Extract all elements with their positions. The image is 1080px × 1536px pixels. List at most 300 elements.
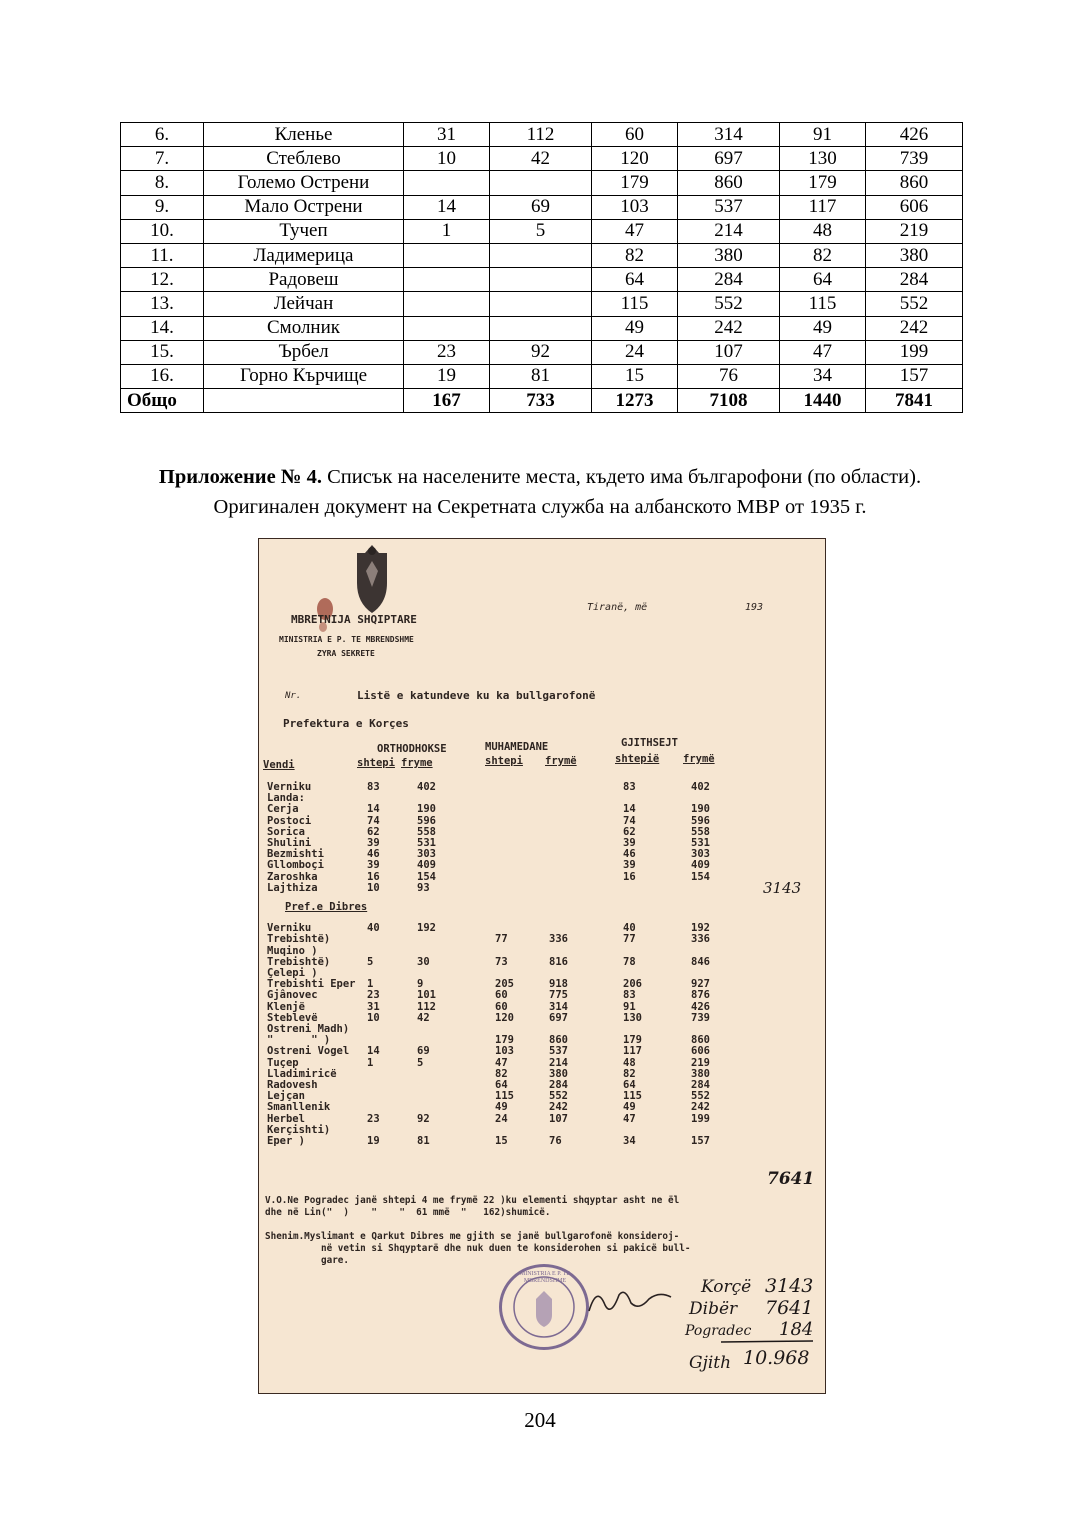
table-cell-e: 1440 [780, 389, 866, 413]
doc-row-value: 73 [495, 955, 508, 968]
table-cell-f: 552 [866, 292, 963, 316]
doc-row-place: Klenjë [267, 1000, 305, 1013]
doc-row-value: 47 [623, 1112, 636, 1125]
table-cell-e: 47 [780, 340, 866, 364]
table-cell-d: 860 [678, 171, 780, 195]
doc-row-place: Pref.e Dibres [285, 901, 368, 913]
doc-row-value: 46 [623, 848, 636, 861]
table-cell-a [404, 243, 490, 267]
col-head-houses-1: shtepi [357, 757, 395, 769]
shenim-line-1: Shenim.Myslimant e Qarkut Dibres me gjith se janë bullgarofonë konsideroj- [265, 1231, 680, 1242]
doc-row-value: 74 [367, 814, 380, 827]
hand-label-korce: Korçë [701, 1277, 752, 1297]
table-cell-f: 739 [866, 147, 963, 171]
doc-row-place: Herbel [267, 1112, 305, 1125]
doc-row-value: 39 [367, 859, 380, 872]
col-group-orthodox: ORTHODHOKSE [377, 743, 447, 755]
table-cell-name: Лейчан [204, 292, 404, 316]
hand-label-diber: Dibër [689, 1299, 738, 1319]
doc-row-value: 596 [417, 814, 436, 827]
doc-row-value: 154 [417, 870, 436, 883]
table-cell-f: 7841 [866, 389, 963, 413]
doc-row-place: Tuçep [267, 1056, 299, 1069]
prefecture-korce: Prefektura e Korçes [283, 717, 409, 730]
doc-row-value: 876 [691, 989, 710, 1002]
table-row [121, 340, 963, 364]
doc-row-value: 179 [495, 1034, 514, 1047]
doc-row-place: Smanllenik [267, 1101, 331, 1114]
table-cell-b: 81 [490, 364, 592, 388]
table-cell-d: 107 [678, 340, 780, 364]
doc-row-value: 860 [691, 1034, 710, 1047]
office-name: ZYRA SEKRETE [317, 649, 375, 658]
doc-row-value: 552 [691, 1090, 710, 1103]
doc-row-value: 918 [549, 978, 568, 991]
table-cell-a [404, 268, 490, 292]
doc-row-value: 23 [367, 1112, 380, 1125]
doc-row-value: 157 [691, 1135, 710, 1147]
note-line-1: V.O.Ne Pogradec janë shtepi 4 me frymë 22 )ku elementi shqyptar asht ne ël [265, 1195, 680, 1206]
doc-row-value: 82 [623, 1067, 636, 1080]
doc-row-value: 927 [691, 978, 710, 991]
coat-of-arms-icon [347, 543, 397, 615]
doc-row-value: 91 [623, 1000, 636, 1013]
table-cell-c: 24 [592, 340, 678, 364]
doc-row-value: 60 [495, 1000, 508, 1013]
doc-row-value: 40 [367, 922, 380, 935]
doc-row-place: Trebishtë) [267, 955, 331, 968]
doc-row-value: 103 [495, 1045, 514, 1058]
doc-row-value: 380 [549, 1067, 568, 1080]
doc-row-value: 112 [417, 1000, 436, 1013]
doc-row-place: Ostreni Vogel [267, 1045, 350, 1058]
doc-row-value: 47 [495, 1056, 508, 1069]
table-cell-a: 31 [404, 123, 490, 147]
doc-row-place: Bezmishti [267, 848, 324, 861]
table-cell-c: 120 [592, 147, 678, 171]
doc-row-value: 64 [495, 1079, 508, 1091]
handwritten-subtotal-korce: 3143 [763, 879, 802, 897]
doc-row-value: 62 [367, 825, 380, 838]
table-cell-n: 10. [121, 219, 204, 243]
doc-row-value: 190 [691, 803, 710, 816]
doc-row-value: 426 [691, 1000, 710, 1013]
table-cell-b: 69 [490, 195, 592, 219]
table-cell-e: 49 [780, 316, 866, 340]
doc-row-value: 697 [549, 1011, 568, 1024]
doc-row-value: 336 [691, 933, 710, 946]
table-cell-name: Горно Кърчище [204, 364, 404, 388]
table-cell-a: 10 [404, 147, 490, 171]
doc-row-value: 739 [691, 1011, 710, 1024]
col-head-houses-3: shtepië [615, 753, 660, 765]
table-cell-e: 179 [780, 171, 866, 195]
table-cell-n: 15. [121, 340, 204, 364]
table-row [121, 195, 963, 219]
doc-row-value: 39 [623, 859, 636, 872]
table-cell-a [404, 171, 490, 195]
signature-icon [585, 1281, 675, 1321]
table-cell-n: 11. [121, 243, 204, 267]
doc-row-value: 93 [417, 881, 430, 894]
doc-row-place: Gllomboçi [267, 859, 324, 872]
doc-row-value: 303 [417, 848, 436, 861]
table-row [121, 147, 963, 171]
col-head-houses-2: shtepi [485, 755, 523, 767]
doc-row-value: 336 [549, 933, 568, 946]
doc-row-value: 816 [549, 955, 568, 968]
table-cell-b: 112 [490, 123, 592, 147]
table-cell-n: Общо [121, 389, 204, 413]
doc-row-value: 30 [417, 955, 430, 968]
table-cell-b [490, 243, 592, 267]
table-cell-c: 115 [592, 292, 678, 316]
table-cell-n: 8. [121, 171, 204, 195]
doc-row-place: Eper ) [267, 1135, 305, 1147]
doc-row-value: 76 [549, 1135, 562, 1147]
doc-row-value: 775 [549, 989, 568, 1002]
table-cell-n: 7. [121, 147, 204, 171]
table-cell-c: 64 [592, 268, 678, 292]
doc-row-value: 14 [367, 803, 380, 816]
table-cell-f: 242 [866, 316, 963, 340]
shenim-line-3: gare. [321, 1255, 349, 1266]
table-row [121, 364, 963, 388]
table-cell-d: 380 [678, 243, 780, 267]
place-date: Tiranë, më [587, 602, 648, 613]
handwritten-subtotal-dibre: 7641 [767, 1169, 815, 1189]
doc-row-value: 1 [367, 1056, 374, 1069]
table-cell-f: 426 [866, 123, 963, 147]
table-cell-n: 14. [121, 316, 204, 340]
table-cell-d: 7108 [678, 389, 780, 413]
caption-bold: Приложение № 4. [158, 466, 322, 488]
doc-row-value: 16 [623, 870, 636, 883]
doc-row-place: Radovesh [267, 1079, 318, 1091]
doc-row-value: 179 [623, 1034, 642, 1047]
doc-row-value: 9 [417, 978, 424, 991]
col-group-muslim: MUHAMEDANE [485, 741, 549, 753]
doc-row-value: 92 [417, 1112, 430, 1125]
table-row [121, 171, 963, 195]
table-cell-name [204, 389, 404, 413]
doc-row-place: Lejçan [267, 1090, 305, 1103]
ministry-stamp [499, 1264, 589, 1350]
doc-row-value: 23 [367, 989, 380, 1002]
table-cell-e: 117 [780, 195, 866, 219]
doc-row-value: 380 [691, 1067, 710, 1080]
doc-row-value: 192 [691, 922, 710, 935]
doc-row-value: 242 [691, 1101, 710, 1114]
table-cell-e: 91 [780, 123, 866, 147]
doc-row-place: Gjânovec [267, 989, 318, 1002]
table-cell-f: 380 [866, 243, 963, 267]
table-cell-e: 130 [780, 147, 866, 171]
doc-row-place: Verniku [267, 781, 312, 793]
doc-row-value: 596 [691, 814, 710, 827]
doc-row-value: 69 [417, 1045, 430, 1058]
doc-row-value: 14 [623, 803, 636, 816]
doc-row-value: 860 [549, 1034, 568, 1047]
doc-row-value: 83 [367, 781, 380, 793]
table-row [121, 219, 963, 243]
doc-row-value: 190 [417, 803, 436, 816]
doc-row-value: 60 [495, 989, 508, 1002]
doc-row-value: 10 [367, 881, 380, 894]
doc-row-value: 82 [495, 1067, 508, 1080]
table-cell-a: 14 [404, 195, 490, 219]
doc-row-place: Kerçishti) [267, 1123, 331, 1136]
doc-row-value: 219 [691, 1056, 710, 1069]
doc-row-value: 49 [623, 1101, 636, 1114]
doc-row-value: 10 [367, 1011, 380, 1024]
doc-row-place: Steblevë [267, 1011, 318, 1024]
stamp-text: MINISTRIA E P. TE MBRENDSHME [519, 1271, 571, 1284]
doc-row-place: Sorica [267, 825, 305, 838]
doc-row-value: 531 [417, 837, 436, 849]
doc-row-value: 242 [549, 1101, 568, 1114]
doc-row-value: 537 [549, 1045, 568, 1058]
doc-row-value: 552 [549, 1090, 568, 1103]
table-cell-c: 47 [592, 219, 678, 243]
doc-row-value: 130 [623, 1011, 642, 1024]
caption-line1: Списък на населените места, където има българофони (по области). [321, 466, 922, 488]
table-cell-n: 9. [121, 195, 204, 219]
doc-row-value: 39 [623, 837, 636, 849]
doc-row-value: 409 [417, 859, 436, 872]
col-head-people-1: fryme [401, 757, 433, 769]
table-row [121, 292, 963, 316]
doc-row-place: " " ) [267, 1034, 331, 1047]
doc-row-value: 192 [417, 922, 436, 935]
doc-row-value: 81 [417, 1135, 430, 1147]
table-row [121, 316, 963, 340]
table-cell-n: 6. [121, 123, 204, 147]
table-cell-name: Ладимерица [204, 243, 404, 267]
doc-row-place: Verniku [267, 922, 312, 935]
table-cell-n: 16. [121, 364, 204, 388]
table-cell-name: Смолник [204, 316, 404, 340]
table-cell-d: 284 [678, 268, 780, 292]
doc-row-value: 303 [691, 848, 710, 861]
hand-total-underline [719, 1339, 815, 1345]
ministry-name: MINISTRIA E P. TE MBRENDSHME [279, 635, 414, 644]
doc-row-place: Lladimiricë [267, 1067, 337, 1080]
shenim-line-2: në vetin si Shqyptarë dhe nuk duen te konsiderohen si pakicë bull- [321, 1243, 691, 1254]
doc-row-value: 24 [495, 1112, 508, 1125]
table-cell-e: 64 [780, 268, 866, 292]
archival-document-photo [258, 538, 826, 1394]
table-cell-name: Стеблево [204, 147, 404, 171]
doc-row-value: 154 [691, 870, 710, 883]
doc-row-value: 31 [367, 1000, 380, 1013]
doc-row-value: 83 [623, 781, 636, 793]
doc-row-value: 284 [549, 1079, 568, 1091]
table-cell-c: 179 [592, 171, 678, 195]
doc-row-value: 214 [549, 1056, 568, 1069]
table-row [121, 243, 963, 267]
table-cell-name: Големо Острени [204, 171, 404, 195]
doc-row-value: 15 [495, 1135, 508, 1147]
doc-row-place: Zaroshka [267, 870, 318, 883]
doc-row-value: 14 [367, 1045, 380, 1058]
doc-row-value: 5 [367, 955, 374, 968]
doc-row-value: 64 [623, 1079, 636, 1091]
doc-row-value: 40 [623, 922, 636, 935]
note-line-2: dhe në Lin(" ) " " 61 mmë " 162)shumicë. [265, 1207, 551, 1218]
doc-row-place: Trebishti Eper [267, 978, 356, 991]
hand-value-korce: 3143 [765, 1275, 814, 1297]
table-cell-d: 537 [678, 195, 780, 219]
doc-row-value: 107 [549, 1112, 568, 1125]
doc-row-value: 46 [367, 848, 380, 861]
doc-row-value: 5 [417, 1056, 424, 1069]
doc-row-place: Cerja [267, 803, 299, 816]
table-row [121, 268, 963, 292]
table-cell-b [490, 268, 592, 292]
doc-row-value: 199 [691, 1112, 710, 1125]
table-cell-name: Радовеш [204, 268, 404, 292]
doc-row-place: Lajthiza [267, 881, 318, 894]
hand-value-total: 10.968 [743, 1347, 810, 1369]
table-cell-a: 19 [404, 364, 490, 388]
table-cell-c: 15 [592, 364, 678, 388]
table-cell-b [490, 171, 592, 195]
doc-row-value: 846 [691, 955, 710, 968]
doc-row-value: 120 [495, 1011, 514, 1024]
doc-row-value: 48 [623, 1056, 636, 1069]
doc-row-value: 34 [623, 1135, 636, 1147]
table-cell-c: 49 [592, 316, 678, 340]
doc-row-value: 1 [367, 978, 374, 991]
table-cell-e: 34 [780, 364, 866, 388]
table-cell-e: 48 [780, 219, 866, 243]
table-cell-b [490, 316, 592, 340]
year-field: 193 [745, 602, 764, 613]
doc-row-value: 77 [495, 933, 508, 946]
doc-row-place: Muqino ) [267, 944, 318, 957]
hand-label-pogradec: Pogradec [685, 1323, 752, 1339]
doc-row-value: 606 [691, 1045, 710, 1058]
table-cell-c: 82 [592, 243, 678, 267]
population-table [120, 122, 963, 413]
doc-row-place: Postoci [267, 814, 312, 827]
table-cell-b: 42 [490, 147, 592, 171]
nr-field: Nr. [285, 691, 302, 701]
table-cell-f: 860 [866, 171, 963, 195]
table-cell-f: 284 [866, 268, 963, 292]
table-cell-name: Тучеп [204, 219, 404, 243]
table-cell-c: 60 [592, 123, 678, 147]
org-name: MBRETNIJA SHQIPTARE [291, 613, 417, 626]
doc-row-place: Çelepi ) [267, 967, 318, 979]
doc-row-value: 42 [417, 1011, 430, 1024]
doc-row-value: 402 [691, 781, 710, 793]
table-cell-a: 23 [404, 340, 490, 364]
doc-row-value: 284 [691, 1079, 710, 1091]
col-head-people-2: frymë [545, 755, 577, 767]
caption-line2: Оригинален документ на Секретната служба на албанското МВР от 1935 г. [213, 496, 867, 518]
doc-row-value: 402 [417, 781, 436, 793]
doc-row-place: Landa: [267, 792, 305, 805]
doc-row-value: 206 [623, 978, 642, 991]
doc-row-value: 115 [623, 1090, 642, 1103]
table-cell-f: 157 [866, 364, 963, 388]
doc-row-value: 39 [367, 837, 380, 849]
doc-row-value: 19 [367, 1135, 380, 1147]
doc-row-value: 531 [691, 837, 710, 849]
doc-row-value: 16 [367, 870, 380, 883]
hand-value-diber: 7641 [765, 1297, 814, 1319]
doc-row-value: 558 [417, 825, 436, 838]
doc-row-value: 101 [417, 989, 436, 1002]
table-cell-d: 76 [678, 364, 780, 388]
doc-row-value: 74 [623, 814, 636, 827]
table-cell-name: Мало Острени [204, 195, 404, 219]
doc-row-place: Shulini [267, 837, 312, 849]
table-cell-b [490, 292, 592, 316]
table-cell-b: 5 [490, 219, 592, 243]
col-group-total: GJITHSEJT [621, 737, 678, 749]
table-cell-d: 242 [678, 316, 780, 340]
table-total-row [121, 389, 963, 413]
doc-row-value: 117 [623, 1045, 642, 1058]
hand-label-total: Gjith [689, 1353, 732, 1373]
table-cell-name: Кленье [204, 123, 404, 147]
table-cell-n: 12. [121, 268, 204, 292]
table-cell-f: 199 [866, 340, 963, 364]
table-cell-d: 214 [678, 219, 780, 243]
table-cell-e: 115 [780, 292, 866, 316]
table-cell-f: 219 [866, 219, 963, 243]
table-cell-d: 314 [678, 123, 780, 147]
table-cell-a [404, 316, 490, 340]
table-cell-name: Ърбел [204, 340, 404, 364]
table-cell-c: 103 [592, 195, 678, 219]
table-cell-b: 733 [490, 389, 592, 413]
doc-row-value: 205 [495, 978, 514, 991]
table-cell-d: 552 [678, 292, 780, 316]
doc-row-value: 78 [623, 955, 636, 968]
table-row [121, 123, 963, 147]
doc-row-value: 115 [495, 1090, 514, 1103]
doc-row-value: 77 [623, 933, 636, 946]
doc-row-value: 558 [691, 825, 710, 838]
table-cell-f: 606 [866, 195, 963, 219]
doc-row-value: 83 [623, 989, 636, 1002]
hand-value-pogradec: 184 [779, 1319, 814, 1340]
table-cell-d: 697 [678, 147, 780, 171]
doc-row-place: Trebishtë) [267, 933, 331, 946]
doc-row-value: 49 [495, 1101, 508, 1114]
table-cell-b: 92 [490, 340, 592, 364]
doc-row-value: 314 [549, 1000, 568, 1013]
col-head-people-3: frymë [683, 753, 715, 765]
table-cell-a [404, 292, 490, 316]
doc-row-value: 62 [623, 825, 636, 838]
page-number: 204 [524, 1408, 556, 1432]
appendix-caption [100, 462, 980, 522]
table-cell-c: 1273 [592, 389, 678, 413]
list-title: Listë e katundeve ku ka bullgarofonë [357, 689, 596, 702]
doc-row-value: 409 [691, 859, 710, 872]
table-cell-a: 167 [404, 389, 490, 413]
doc-row-place: Ostreni Madh) [267, 1023, 350, 1035]
table-cell-a: 1 [404, 219, 490, 243]
table-cell-n: 13. [121, 292, 204, 316]
table-cell-e: 82 [780, 243, 866, 267]
col-head-vendi: Vendi [263, 759, 295, 771]
